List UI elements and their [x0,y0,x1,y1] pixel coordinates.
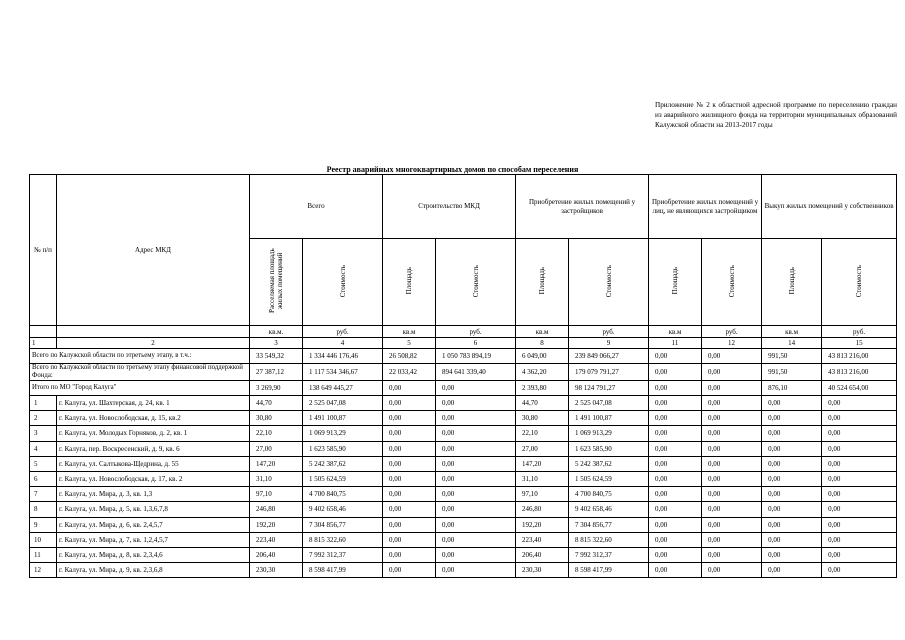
row-address: г. Калуга, ул. Мира, д. 7, кв. 1,2,4,5,7 [57,532,250,547]
row-value: 0,00 [649,441,702,456]
summary-label: Всего по Калужской области по этретьему этапу, в т.ч.: [30,349,250,364]
row-value: 0,00 [436,487,516,502]
row-value: 0,00 [702,532,762,547]
header-area-total: Расселяемая площадь жилых помещений [250,239,303,326]
row-address: г. Калуга, ул. Мира, д. 6, кв. 2,4,5,7 [57,517,250,532]
row-value: 0,00 [702,563,762,578]
column-number: 14 [762,338,822,349]
row-value: 0,00 [383,563,436,578]
summary-value: 26 508,82 [383,349,436,364]
row-value: 0,00 [822,456,897,471]
unit: руб. [569,326,649,338]
row-value: 44,70 [516,396,569,411]
table-row [30,426,897,441]
registry-table [29,174,897,578]
column-number: 3 [250,338,303,349]
row-number: 5 [30,456,57,471]
summary-value: 43 813 216,00 [822,364,897,381]
row-address: г. Калуга, ул. Молодых Горняков, д. 2, кв. 1 [57,426,250,441]
row-value: 0,00 [702,426,762,441]
row-value: 0,00 [649,487,702,502]
registry-title: Реестр аварийных многоквартирных домов по способам переселения [326,165,579,174]
summary-value: 22 033,42 [383,364,436,381]
header-group-developers: Приобретение жилых помещений у застройщиков [516,175,649,239]
header-num: № п/п [30,175,57,326]
table-row [30,456,897,471]
row-value: 0,00 [383,426,436,441]
summary-value: 894 641 339,40 [436,364,516,381]
row-value: 0,00 [762,563,822,578]
appendix-note: Приложение № 2 к областной адресной программе по переселению граждан из аварийного жилищного фонда на территории муниципальных образований Калужской области на 2013-2017 годы [655,101,897,129]
row-value: 0,00 [702,471,762,486]
row-value: 0,00 [822,426,897,441]
row-value: 0,00 [649,471,702,486]
row-value: 0,00 [762,441,822,456]
row-value: 147,20 [250,456,303,471]
column-number: 2 [57,338,250,349]
row-value: 1 505 624,59 [569,471,649,486]
row-value: 0,00 [822,471,897,486]
row-value: 9 402 658,46 [303,502,383,517]
row-value: 0,00 [436,441,516,456]
row-value: 0,00 [822,547,897,562]
row-value: 0,00 [822,517,897,532]
row-value: 0,00 [436,411,516,426]
summary-value: 239 849 066,27 [569,349,649,364]
row-value: 0,00 [383,532,436,547]
row-value: 0,00 [436,456,516,471]
header-cost: Стоимость [436,239,516,326]
row-value: 22,10 [516,426,569,441]
unit: руб. [436,326,516,338]
row-value: 0,00 [649,396,702,411]
column-number: 11 [649,338,702,349]
row-value: 0,00 [762,487,822,502]
summary-value: 0,00 [702,381,762,396]
row-value: 0,00 [822,441,897,456]
row-value: 7 304 856,77 [303,517,383,532]
row-value: 0,00 [649,411,702,426]
row-value: 0,00 [649,532,702,547]
summary-value: 3 269,90 [250,381,303,396]
summary-value: 0,00 [383,381,436,396]
row-value: 0,00 [383,441,436,456]
table-row [30,396,897,411]
row-value: 0,00 [702,517,762,532]
row-value: 9 402 658,46 [569,502,649,517]
header-group-buyout: Выкуп жилых помещений у собственников [762,175,897,239]
column-number: 4 [303,338,383,349]
row-value: 27,00 [250,441,303,456]
summary-value: 991,50 [762,364,822,381]
row-value: 0,00 [436,502,516,517]
column-number: 12 [702,338,762,349]
summary-value: 0,00 [702,364,762,381]
column-numbers-row [30,338,897,349]
row-value: 0,00 [702,547,762,562]
row-value: 0,00 [383,547,436,562]
row-value: 0,00 [436,547,516,562]
summary-value: 0,00 [702,349,762,364]
table-row [30,411,897,426]
row-value: 0,00 [436,532,516,547]
row-value: 1 505 624,59 [303,471,383,486]
row-value: 4 700 840,75 [569,487,649,502]
row-number: 8 [30,502,57,517]
row-value: 0,00 [702,441,762,456]
summary-row [30,364,897,381]
row-value: 0,00 [649,563,702,578]
row-address: г. Калуга, ул. Салтыкова-Щедрина, д. 55 [57,456,250,471]
row-value: 223,40 [250,532,303,547]
summary-value: 27 387,12 [250,364,303,381]
row-value: 0,00 [822,396,897,411]
row-value: 0,00 [383,396,436,411]
summary-value: 876,10 [762,381,822,396]
row-value: 230,30 [250,563,303,578]
row-value: 0,00 [762,547,822,562]
row-value: 8 815 322,60 [303,532,383,547]
row-value: 0,00 [702,411,762,426]
header-cost: Стоимость [822,239,897,326]
row-number: 2 [30,411,57,426]
row-value: 0,00 [649,502,702,517]
row-address: г. Калуга, ул. Мира, д. 3, кв. 1,3 [57,487,250,502]
row-value: 7 992 312,37 [569,547,649,562]
row-value: 0,00 [762,532,822,547]
table-row [30,563,897,578]
row-value: 0,00 [436,517,516,532]
summary-row [30,381,897,396]
row-value: 30,80 [250,411,303,426]
row-value: 2 525 047,08 [303,396,383,411]
row-value: 192,20 [250,517,303,532]
row-value: 8 815 322,60 [569,532,649,547]
header-group-construction: Строительство МКД [383,175,516,239]
row-value: 0,00 [383,517,436,532]
row-number: 6 [30,471,57,486]
row-number: 9 [30,517,57,532]
summary-value: 0,00 [649,349,702,364]
row-value: 0,00 [702,396,762,411]
table-row [30,532,897,547]
table-row [30,441,897,456]
table-row [30,471,897,486]
unit: кв.м [649,326,702,338]
row-value: 4 700 840,75 [303,487,383,502]
column-number: 6 [436,338,516,349]
row-number: 10 [30,532,57,547]
row-number: 11 [30,547,57,562]
row-number: 1 [30,396,57,411]
row-value: 0,00 [762,411,822,426]
row-address: г. Калуга, ул. Новослободская, д. 17, кв. 2 [57,471,250,486]
row-value: 27,00 [516,441,569,456]
row-value: 7 992 312,37 [303,547,383,562]
row-number: 4 [30,441,57,456]
row-value: 0,00 [822,563,897,578]
row-value: 7 304 856,77 [569,517,649,532]
summary-value: 138 649 445,27 [303,381,383,396]
row-value: 0,00 [702,487,762,502]
table-row [30,502,897,517]
header-area: Площадь [649,239,702,326]
row-value: 0,00 [822,502,897,517]
row-number: 7 [30,487,57,502]
row-value: 0,00 [436,396,516,411]
table-row [30,517,897,532]
summary-value: 1 334 446 176,46 [303,349,383,364]
row-value: 1 623 585,90 [303,441,383,456]
summary-value: 0,00 [649,381,702,396]
summary-value: 43 813 216,00 [822,349,897,364]
column-number: 15 [822,338,897,349]
row-value: 147,20 [516,456,569,471]
header-cost: Стоимость [569,239,649,326]
row-value: 0,00 [702,456,762,471]
row-address: г. Калуга, пер. Воскресенский, д. 9, кв. 6 [57,441,250,456]
table-row [30,487,897,502]
row-value: 0,00 [436,426,516,441]
row-value: 30,80 [516,411,569,426]
summary-label: Итого по МО "Город Калуга" [30,381,250,396]
header-area: Площадь [383,239,436,326]
row-value: 97,10 [516,487,569,502]
summary-value: 98 124 791,27 [569,381,649,396]
column-number: 9 [569,338,649,349]
row-value: 31,10 [250,471,303,486]
row-value: 0,00 [383,487,436,502]
unit: кв.м. [250,326,303,338]
row-value: 0,00 [822,487,897,502]
row-value: 1 623 585,90 [569,441,649,456]
row-value: 223,40 [516,532,569,547]
summary-value: 33 549,32 [250,349,303,364]
row-value: 246,80 [516,502,569,517]
row-number: 12 [30,563,57,578]
header-cost: Стоимость [702,239,762,326]
row-value: 0,00 [383,502,436,517]
row-value: 5 242 387,62 [569,456,649,471]
row-value: 31,10 [516,471,569,486]
row-number: 3 [30,426,57,441]
row-value: 206,40 [516,547,569,562]
row-value: 0,00 [762,471,822,486]
row-value: 0,00 [649,426,702,441]
row-value: 44,70 [250,396,303,411]
unit: кв.м [762,326,822,338]
row-value: 0,00 [762,456,822,471]
row-value: 206,40 [250,547,303,562]
row-value: 1 491 100,87 [303,411,383,426]
row-value: 2 525 047,08 [569,396,649,411]
header-area: Площадь [762,239,822,326]
column-number: 1 [30,338,57,349]
row-address: г. Калуга, ул. Мира, д. 5, кв. 1,3,6,7,8 [57,502,250,517]
row-value: 97,10 [250,487,303,502]
summary-value: 6 049,00 [516,349,569,364]
row-value: 0,00 [383,456,436,471]
header-group-non-developers: Приобретение жилых помещений у лиц, не являющихся застройщиком [649,175,762,239]
summary-value: 991,50 [762,349,822,364]
unit: руб. [303,326,383,338]
row-address: г. Калуга, ул. Новослободская, д. 15, кв.2 [57,411,250,426]
header-address: Адрес МКД [57,175,250,326]
row-value: 1 069 913,29 [569,426,649,441]
row-value: 0,00 [822,411,897,426]
summary-value: 179 079 791,27 [569,364,649,381]
row-value: 1 069 913,29 [303,426,383,441]
units-row [30,326,897,338]
row-value: 0,00 [762,426,822,441]
column-number: 8 [516,338,569,349]
row-value: 0,00 [762,517,822,532]
summary-row [30,349,897,364]
row-address: г. Калуга, ул. Мира, д. 8, кв. 2,3,4,6 [57,547,250,562]
row-value: 0,00 [383,471,436,486]
column-number: 5 [383,338,436,349]
summary-value: 0,00 [649,364,702,381]
row-value: 0,00 [383,411,436,426]
row-value: 0,00 [649,547,702,562]
row-address: г. Калуга, ул. Шахтерская, д. 24, кв. 1 [57,396,250,411]
unit: кв.м [383,326,436,338]
row-value: 0,00 [762,396,822,411]
row-value: 0,00 [702,502,762,517]
row-value: 1 491 100,87 [569,411,649,426]
row-value: 0,00 [649,517,702,532]
unit: кв.м [516,326,569,338]
row-address: г. Калуга, ул. Мира, д. 9, кв. 2,3,6,8 [57,563,250,578]
summary-value: 1 117 534 346,67 [303,364,383,381]
row-value: 0,00 [762,502,822,517]
row-value: 8 598 417,99 [569,563,649,578]
row-value: 22,10 [250,426,303,441]
unit: руб. [702,326,762,338]
summary-label: Всего по Калужской области по третьему этапу финансовой поддержкой Фонда: [30,364,250,381]
header-group-total: Всего [250,175,383,239]
row-value: 5 242 387,62 [303,456,383,471]
header-cost: Стоимость [303,239,383,326]
row-value: 230,30 [516,563,569,578]
summary-value: 0,00 [436,381,516,396]
summary-value: 2 393,80 [516,381,569,396]
summary-value: 40 524 654,00 [822,381,897,396]
row-value: 246,80 [250,502,303,517]
row-value: 0,00 [649,456,702,471]
row-value: 0,00 [436,471,516,486]
summary-value: 1 050 783 894,19 [436,349,516,364]
unit: руб. [822,326,897,338]
summary-value: 4 362,20 [516,364,569,381]
row-value: 0,00 [436,563,516,578]
row-value: 192,20 [516,517,569,532]
row-value: 0,00 [822,532,897,547]
header-area: Площадь [516,239,569,326]
table-row [30,547,897,562]
row-value: 8 598 417,99 [303,563,383,578]
